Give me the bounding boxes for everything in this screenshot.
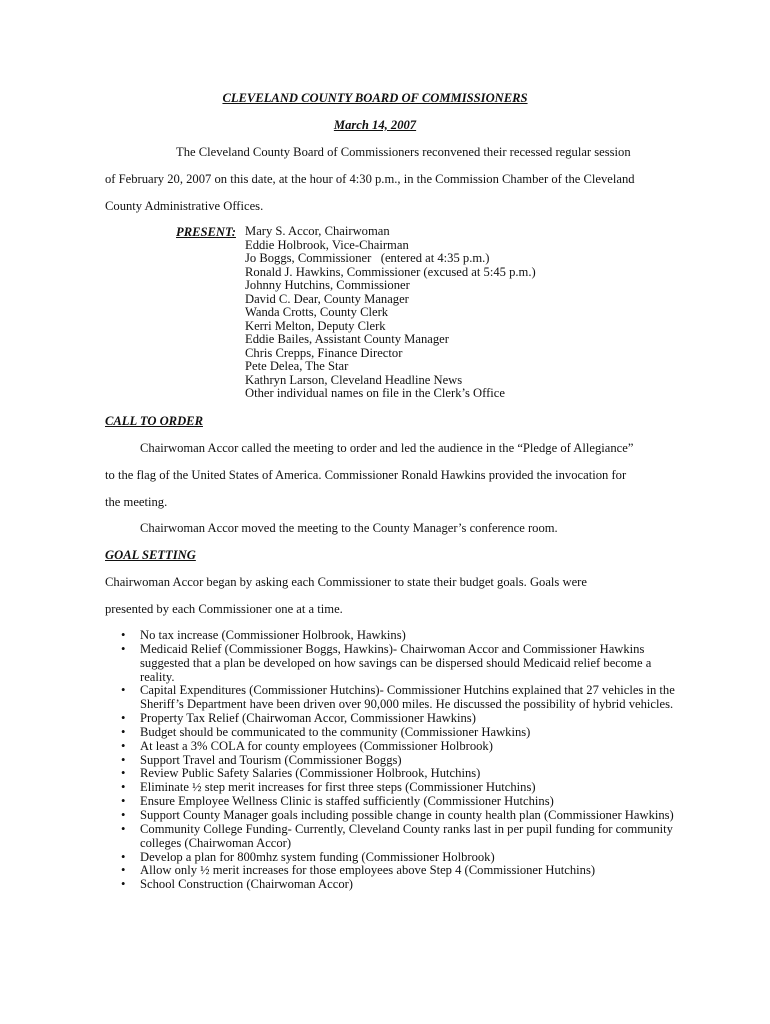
intro-line-2: of February 20, 2007 on this date, at the hour of 4:30 p.m., in the Commission Chamber of the Cleveland [105,172,635,186]
goal-item: • Community College Funding- Currently, Cleveland County ranks last in per pupil funding for community colleges (Chairwoman Accor) [121,823,681,851]
present-name: Mary S. Accor, Chairwoman [245,224,390,238]
goal-item: • No tax increase (Commissioner Holbrook, Hawkins) [121,629,681,643]
goal-item: • Support County Manager goals including possible change in county health plan (Commissioner Hawkins) [121,809,681,823]
present-list [245,225,536,401]
present-name: Wanda Crotts, County Clerk [245,305,389,319]
goal-item: • At least a 3% COLA for county employees (Commissioner Holbrook) [121,740,681,754]
goal-item: • School Construction (Chairwoman Accor) [121,878,681,892]
present-name: Chris Crepps, Finance Director [245,345,403,360]
call-to-order-heading: CALL TO ORDER [105,414,203,428]
goal-setting-heading: GOAL SETTING [105,548,196,562]
present-name: Kerri Melton, Deputy Clerk [245,318,386,333]
goal-setting-line-1: Chairwoman Accor began by asking each Commissioner to state their budget goals. Goals were [105,575,587,589]
call-to-order-line-3: the meeting. [105,495,168,509]
present-name: Johnny Hutchins, Commissioner [245,278,410,292]
document-title: CLEVELAND COUNTY BOARD OF COMMISSIONERS [222,91,528,105]
document-date: March 14, 2007 [333,118,417,132]
goal-item: • Develop a plan for 800mhz system funding (Commissioner Holbrook) [121,851,681,865]
present-name: Pete Delea, The Star [245,359,349,373]
intro-line-3: County Administrative Offices. [105,199,264,213]
present-name: Eddie Holbrook, Vice-Chairman [245,237,409,252]
goal-item: • Property Tax Relief (Chairwoman Accor, Commissioner Hawkins) [121,712,681,726]
present-name: Jo Boggs, Commissioner (entered at 4:35 p.m.) [245,251,490,265]
call-to-order-line-2: to the flag of the United States of America. Commissioner Ronald Hawkins provided the invocation for [105,468,627,482]
goal-item: • Support Travel and Tourism (Commissioner Boggs) [121,754,681,768]
present-name: Ronald J. Hawkins, Commissioner (excused at 5:45 p.m.) [245,264,536,279]
present-name: Eddie Bailes, Assistant County Manager [245,332,449,346]
call-to-order-line-1: Chairwoman Accor called the meeting to order and led the audience in the “Pledge of Allegiance” [140,441,634,455]
present-name: Kathryn Larson, Cleveland Headline News [245,372,463,387]
goal-item: • Medicaid Relief (Commissioner Boggs, Hawkins)- Chairwoman Accor and Commissioner Hawkins suggested that a plan be developed on how savings can be dispersed should Medicaid relief become a reality. [121,643,681,685]
goal-item: • Ensure Employee Wellness Clinic is staffed sufficiently (Commissioner Hutchins) [121,795,681,809]
goal-setting-line-2: presented by each Commissioner one at a time. [105,602,343,616]
goal-item: • Capital Expenditures (Commissioner Hutchins)- Commissioner Hutchins explained that 27 vehicles in the Sheriff’s Department have been driven over 90,000 miles. He discussed the possibility of hybrid vehicles. [121,684,681,712]
goals-list [121,629,681,892]
goal-item: • Eliminate ½ step merit increases for first three steps (Commissioner Hutchins) [121,781,681,795]
present-name: David C. Dear, County Manager [245,291,409,306]
goal-item: • Budget should be communicated to the community (Commissioner Hawkins) [121,726,681,740]
call-to-order-line-4: Chairwoman Accor moved the meeting to the County Manager’s conference room. [140,521,558,535]
present-label: PRESENT: [176,225,236,239]
intro-line-1: The Cleveland County Board of Commissioners reconvened their recessed regular session [176,145,631,159]
goal-item: • Review Public Safety Salaries (Commissioner Holbrook, Hutchins) [121,767,681,781]
goal-item: • Allow only ½ merit increases for those employees above Step 4 (Commissioner Hutchins) [121,864,681,878]
present-name: Other individual names on file in the Clerk’s Office [245,386,505,400]
